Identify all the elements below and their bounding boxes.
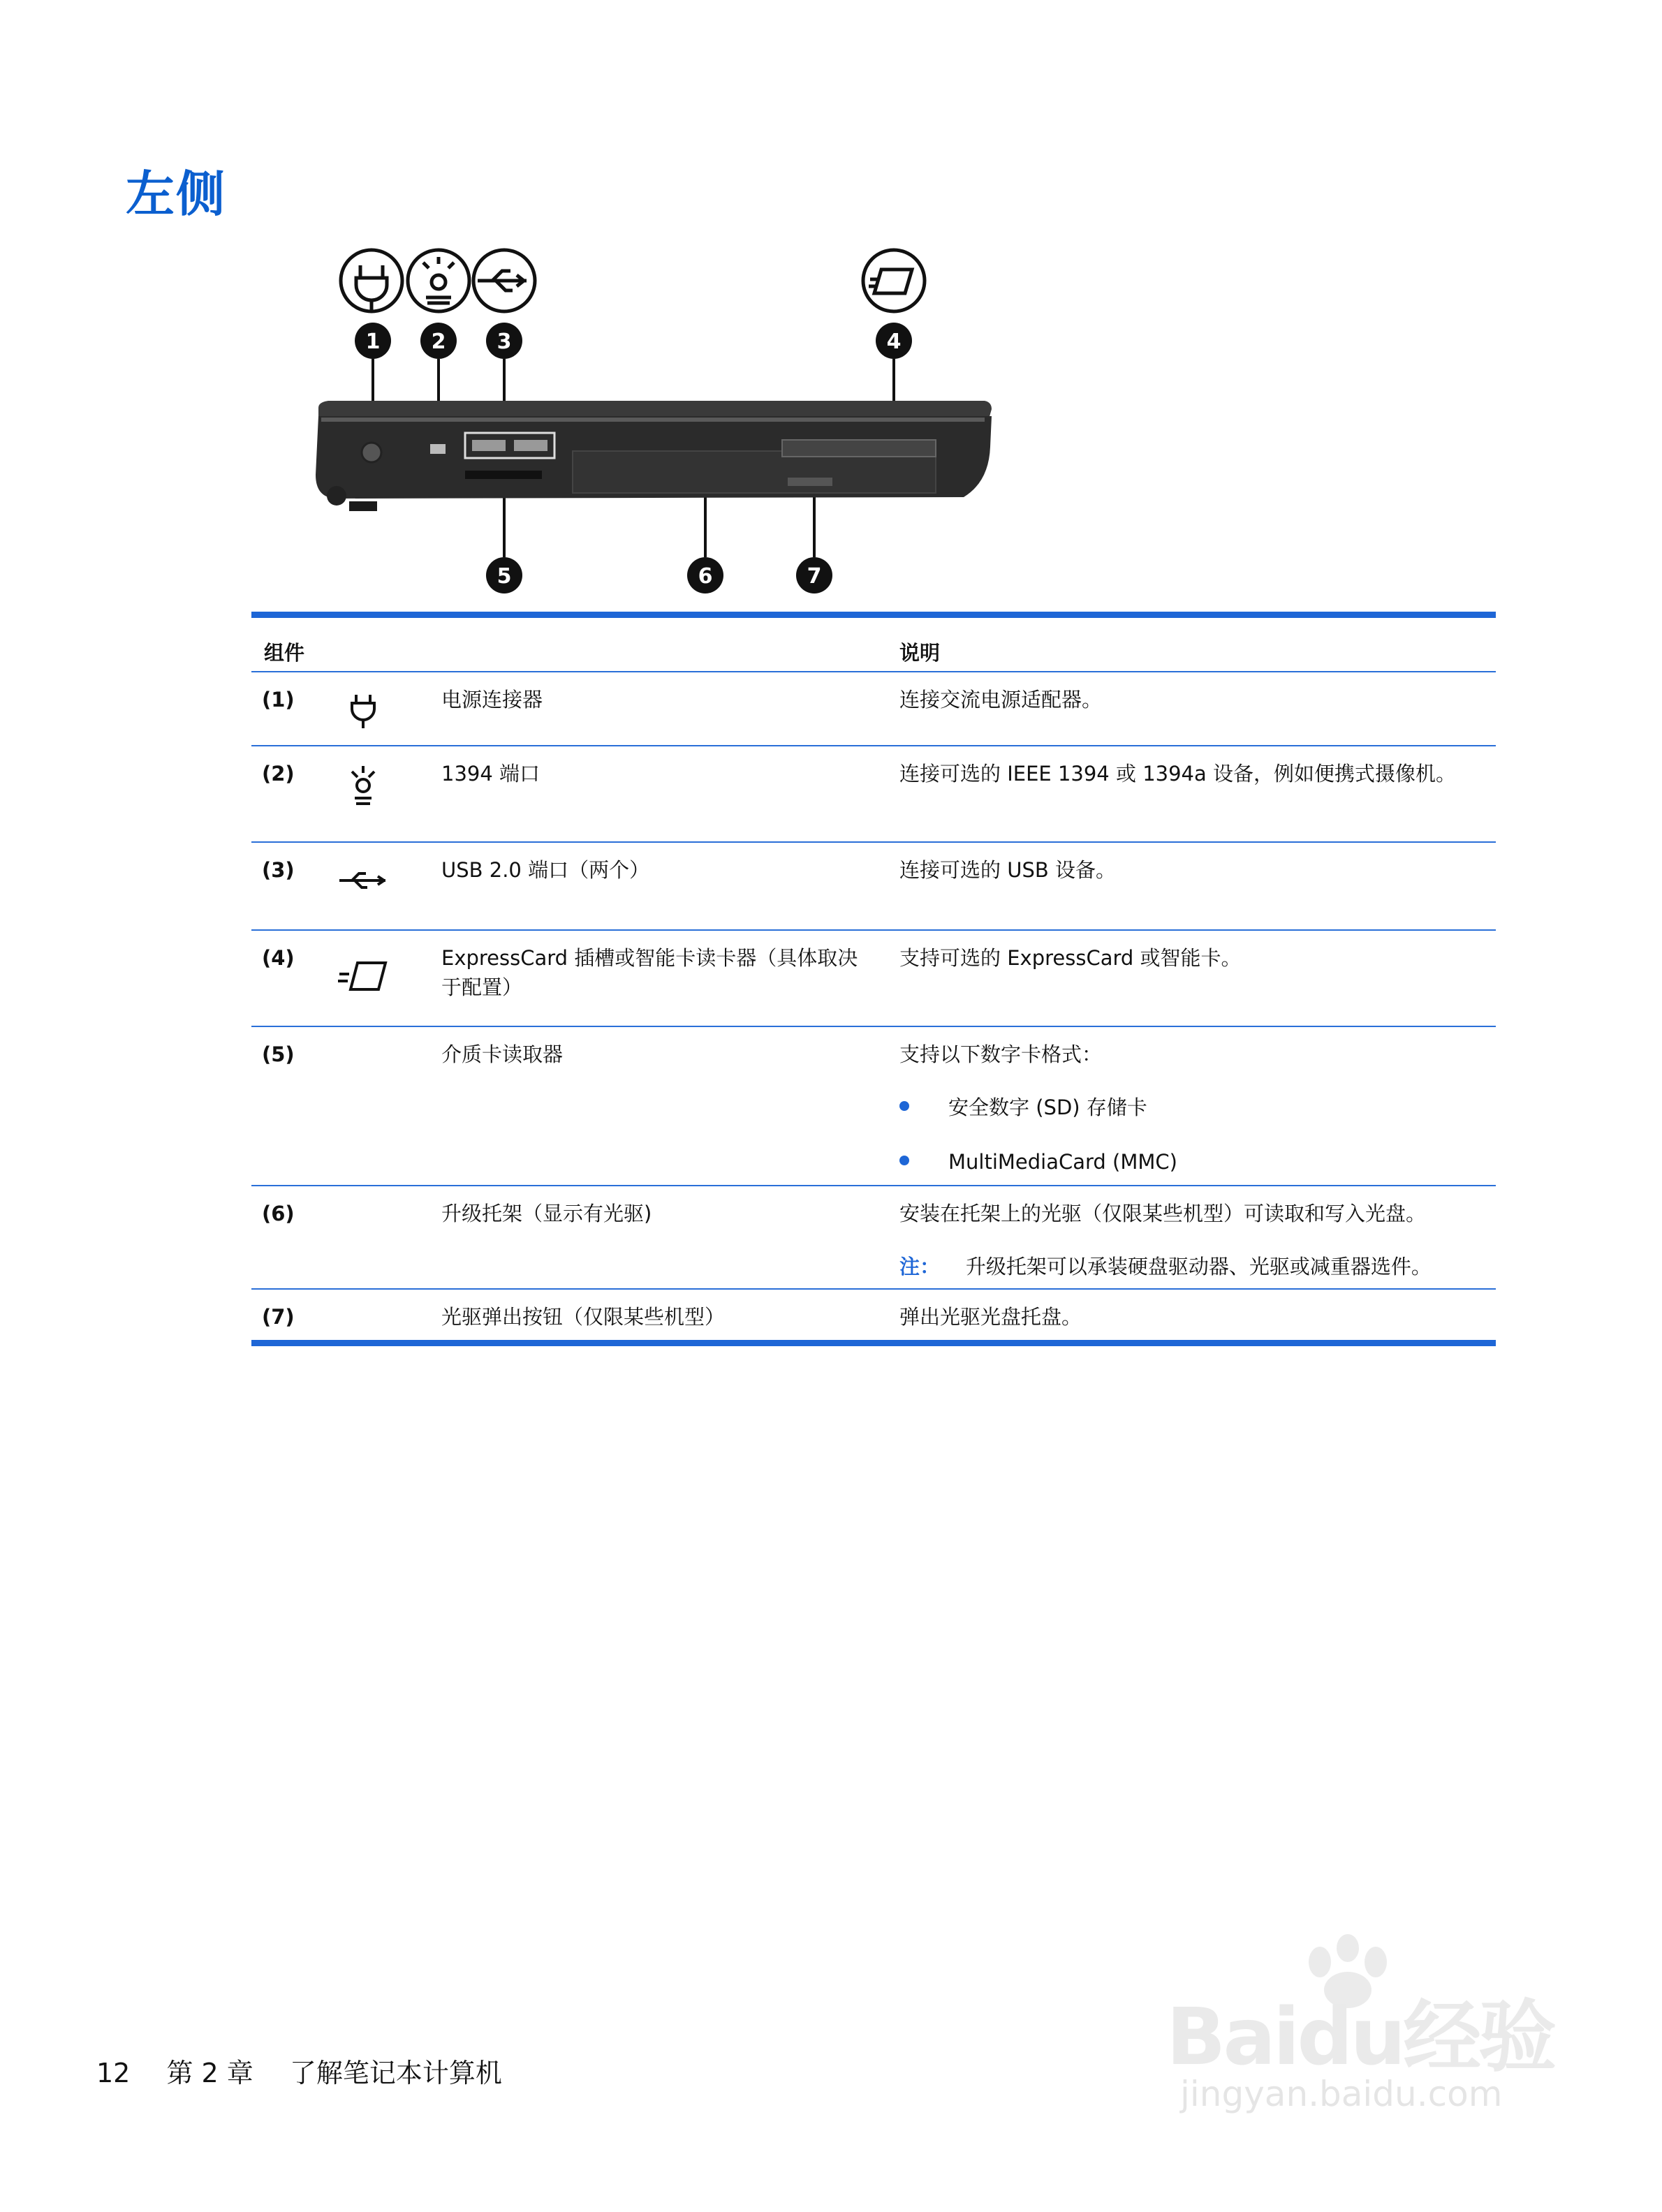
figure-power-icon — [341, 250, 402, 311]
bullet-dot — [899, 1156, 909, 1165]
callout-1: 1 — [365, 330, 381, 354]
laptop-body — [316, 401, 992, 511]
expresscard-icon — [335, 953, 391, 1002]
row-number: (6) — [262, 1202, 295, 1225]
callout-7: 7 — [807, 564, 822, 589]
header-component: 组件 — [264, 641, 305, 665]
note-text: 升级托架可以承装硬盘驱动器、光驱或减重器选件。 — [965, 1255, 1432, 1278]
laptop-left-side-figure — [293, 237, 1020, 614]
power-plug-icon — [335, 686, 391, 735]
callout-3: 3 — [497, 330, 512, 354]
row-name: ExpressCard 插槽或智能卡读卡器（具体取决于配置） — [441, 946, 858, 999]
row-name: 电源连接器 — [441, 688, 543, 711]
table-bottom-rule — [251, 1340, 1496, 1346]
row-description: 连接交流电源适配器。 — [899, 688, 1103, 711]
callout-2: 2 — [431, 330, 446, 354]
chapter-label: 第 2 章 — [166, 2058, 253, 2088]
table-row — [251, 672, 1496, 745]
page-heading: 左侧 — [126, 165, 226, 223]
row-name: 升级托架（显示有光驱) — [441, 1202, 652, 1225]
row-number: (4) — [262, 946, 295, 970]
chapter-title: 了解笔记本计算机 — [289, 2058, 502, 2088]
watermark-main: Baidu经验 — [1166, 1992, 1554, 2083]
table-row — [251, 931, 1496, 1026]
row-number: (1) — [262, 688, 295, 711]
callout-6: 6 — [698, 564, 713, 589]
row-name: 介质卡读取器 — [441, 1042, 564, 1066]
header-description: 说明 — [899, 641, 941, 665]
baidu-watermark — [1152, 1934, 1571, 2123]
firewire-1394-icon — [335, 762, 391, 811]
figure-expresscard-icon — [863, 250, 925, 311]
table-row — [251, 1186, 1496, 1288]
row-description: 安装在托架上的光驱（仅限某些机型）可读取和写入光盘。 — [899, 1202, 1427, 1225]
row-number: (3) — [262, 858, 295, 882]
table-row — [251, 843, 1496, 929]
table-header-row — [251, 618, 1496, 671]
row-note — [899, 1252, 1486, 1281]
figure-usb-icon — [473, 250, 535, 311]
bullet-text: MultiMediaCard (MMC) — [948, 1150, 1177, 1174]
table-row — [251, 746, 1496, 841]
row-description: 连接可选的 IEEE 1394 或 1394a 设备，例如便携式摄像机。 — [899, 762, 1456, 786]
figure-1394-icon — [408, 250, 469, 311]
table-row — [251, 1027, 1496, 1185]
page-footer — [96, 2051, 530, 2090]
row-description: 支持可选的 ExpressCard 或智能卡。 — [899, 946, 1242, 970]
page-number: 12 — [96, 2058, 131, 2088]
row-name: USB 2.0 端口（两个） — [441, 858, 650, 882]
callout-5: 5 — [497, 564, 512, 589]
row-description: 连接可选的 USB 设备。 — [899, 858, 1116, 882]
watermark-sub: jingyan.baidu.com — [1180, 2074, 1503, 2114]
table-row — [251, 1290, 1496, 1340]
callout-4: 4 — [886, 330, 902, 354]
row-number: (2) — [262, 762, 295, 786]
usb-icon — [335, 857, 391, 906]
row-name: 1394 端口 — [441, 762, 540, 786]
row-description: 支持以下数字卡格式： — [899, 1042, 1103, 1066]
row-number: (5) — [262, 1042, 295, 1066]
bullet-dot — [899, 1101, 909, 1111]
table-top-rule — [251, 612, 1496, 618]
row-name: 光驱弹出按钮（仅限某些机型） — [441, 1305, 726, 1329]
bullet-text: 安全数字 (SD) 存储卡 — [948, 1096, 1147, 1119]
row-description: 弹出光驱光盘托盘。 — [899, 1305, 1082, 1329]
note-label: 注： — [899, 1255, 941, 1278]
components-table — [251, 612, 1496, 1346]
row-number: (7) — [262, 1305, 295, 1329]
